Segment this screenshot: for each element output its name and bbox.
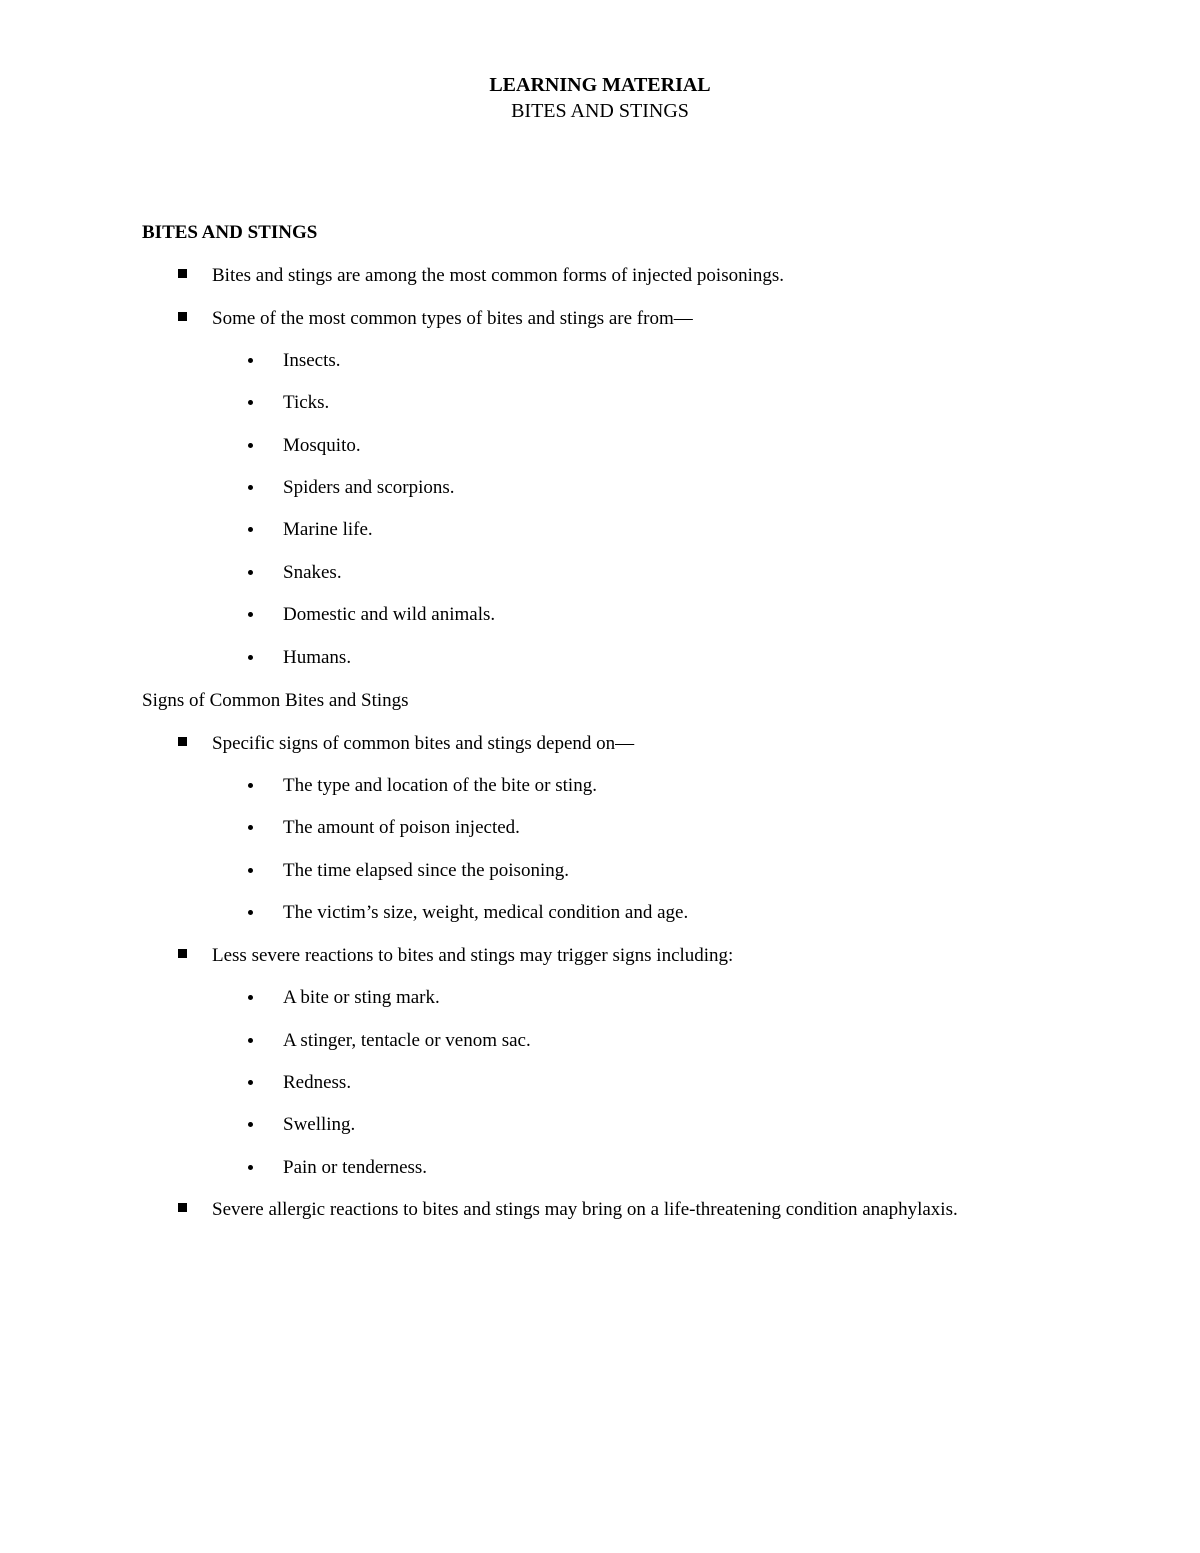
round-bullet-icon — [248, 1165, 253, 1170]
list-item: Snakes. — [283, 562, 342, 583]
list-item: Ticks. — [283, 392, 330, 413]
round-bullet-icon — [248, 1122, 253, 1127]
round-bullet-icon — [248, 868, 253, 873]
list-item: The time elapsed since the poisoning. — [283, 860, 569, 881]
list-item: Insects. — [283, 350, 341, 371]
list-item: The type and location of the bite or sting. — [283, 775, 597, 796]
round-bullet-icon — [248, 783, 253, 788]
square-bullet-icon — [178, 1203, 187, 1212]
list-item: Specific signs of common bites and stings depend on— — [212, 733, 635, 754]
list-item: A bite or sting mark. — [283, 987, 440, 1008]
square-bullet-icon — [178, 737, 187, 746]
round-bullet-icon — [248, 443, 253, 448]
list-item: Marine life. — [283, 519, 373, 540]
round-bullet-icon — [248, 910, 253, 915]
round-bullet-icon — [248, 570, 253, 575]
list-item: Humans. — [283, 647, 352, 668]
list-item: Less severe reactions to bites and stings may trigger signs including: — [212, 945, 734, 966]
round-bullet-icon — [248, 358, 253, 363]
document-title: LEARNING MATERIAL — [489, 74, 711, 96]
square-bullet-icon — [178, 269, 187, 278]
list-item: Swelling. — [283, 1114, 356, 1135]
signs-heading: Signs of Common Bites and Stings — [142, 690, 409, 711]
list-item: The amount of poison injected. — [283, 817, 520, 838]
list-item: Some of the most common types of bites and stings are from— — [212, 308, 693, 329]
list-item: A stinger, tentacle or venom sac. — [283, 1030, 531, 1051]
list-item: Domestic and wild animals. — [283, 604, 496, 625]
round-bullet-icon — [248, 527, 253, 532]
list-item: Spiders and scorpions. — [283, 477, 455, 498]
section-heading: BITES AND STINGS — [142, 222, 318, 243]
round-bullet-icon — [248, 655, 253, 660]
list-item: Severe allergic reactions to bites and stings may bring on a life-threatening condition anaphylaxis. — [212, 1199, 958, 1220]
list-item: Redness. — [283, 1072, 352, 1093]
list-item: Mosquito. — [283, 435, 361, 456]
list-item: Bites and stings are among the most common forms of injected poisonings. — [212, 265, 785, 286]
list-item: Pain or tenderness. — [283, 1157, 428, 1178]
round-bullet-icon — [248, 485, 253, 490]
round-bullet-icon — [248, 1080, 253, 1085]
round-bullet-icon — [248, 825, 253, 830]
round-bullet-icon — [248, 400, 253, 405]
list-item: The victim’s size, weight, medical condition and age. — [283, 902, 689, 923]
round-bullet-icon — [248, 995, 253, 1000]
round-bullet-icon — [248, 612, 253, 617]
square-bullet-icon — [178, 312, 187, 321]
document-subtitle: BITES AND STINGS — [511, 100, 689, 122]
square-bullet-icon — [178, 949, 187, 958]
round-bullet-icon — [248, 1038, 253, 1043]
